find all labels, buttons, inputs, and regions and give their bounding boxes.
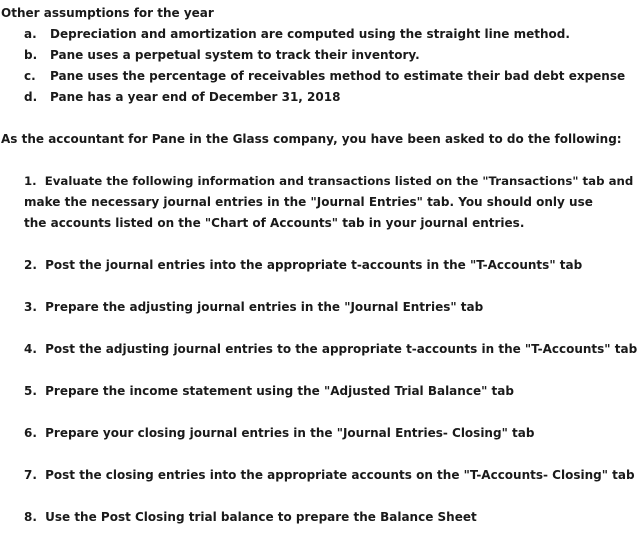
assumption-item-a bbox=[24, 26, 570, 42]
assumption-item-d bbox=[24, 89, 340, 105]
task-2 bbox=[24, 257, 582, 273]
list-letter: b. bbox=[24, 48, 38, 62]
task-5 bbox=[24, 383, 514, 399]
task-1-line-2: make the necessary journal entries in the "Journal Entries" tab. You should only use bbox=[24, 195, 593, 209]
task-text: Use the Post Closing trial balance to prepare the Balance Sheet bbox=[45, 510, 477, 524]
task-number: 7. bbox=[24, 468, 37, 482]
assumption-item-b bbox=[24, 47, 420, 63]
task-8 bbox=[24, 509, 477, 525]
task-text: Post the closing entries into the appropriate accounts on the "T-Accounts- Closing" tab bbox=[45, 468, 635, 482]
task-number: 8. bbox=[24, 510, 37, 524]
list-letter: a. bbox=[24, 27, 37, 41]
task-text: Prepare the income statement using the "Adjusted Trial Balance" tab bbox=[45, 384, 514, 398]
task-number: 1. bbox=[24, 174, 37, 188]
task-number: 3. bbox=[24, 300, 37, 314]
assumption-item-c bbox=[24, 68, 625, 84]
task-text: Prepare the adjusting journal entries in the "Journal Entries" tab bbox=[45, 300, 484, 314]
task-3 bbox=[24, 299, 483, 315]
list-letter: d. bbox=[24, 90, 38, 104]
assumption-text: Pane uses the percentage of receivables method to estimate their bad debt expense bbox=[50, 69, 626, 83]
task-text: Prepare your closing journal entries in the "Journal Entries- Closing" tab bbox=[45, 426, 535, 440]
task-1-line-3: the accounts listed on the "Chart of Accounts" tab in your journal entries. bbox=[24, 216, 525, 230]
task-4 bbox=[24, 341, 637, 357]
assumption-text: Depreciation and amortization are computed using the straight line method. bbox=[50, 27, 570, 41]
task-6 bbox=[24, 425, 534, 441]
assumption-text: Pane has a year end of December 31, 2018 bbox=[50, 90, 341, 104]
task-1-line-1 bbox=[24, 173, 633, 189]
task-number: 2. bbox=[24, 258, 37, 272]
task-text: Evaluate the following information and transactions listed on the "Transactions" tab and bbox=[44, 174, 634, 188]
task-text: Post the journal entries into the appropriate t-accounts in the "T-Accounts" tab bbox=[45, 258, 583, 272]
task-7 bbox=[24, 467, 635, 483]
task-number: 6. bbox=[24, 426, 37, 440]
intro-text: As the accountant for Pane in the Glass company, you have been asked to do the following: bbox=[1, 132, 622, 146]
task-number: 5. bbox=[24, 384, 37, 398]
list-letter: c. bbox=[24, 69, 36, 83]
assumptions-heading: Other assumptions for the year bbox=[1, 6, 214, 20]
task-text: Post the adjusting journal entries to the appropriate t-accounts in the "T-Accounts" tab bbox=[45, 342, 638, 356]
task-number: 4. bbox=[24, 342, 37, 356]
assumption-text: Pane uses a perpetual system to track their inventory. bbox=[50, 48, 420, 62]
